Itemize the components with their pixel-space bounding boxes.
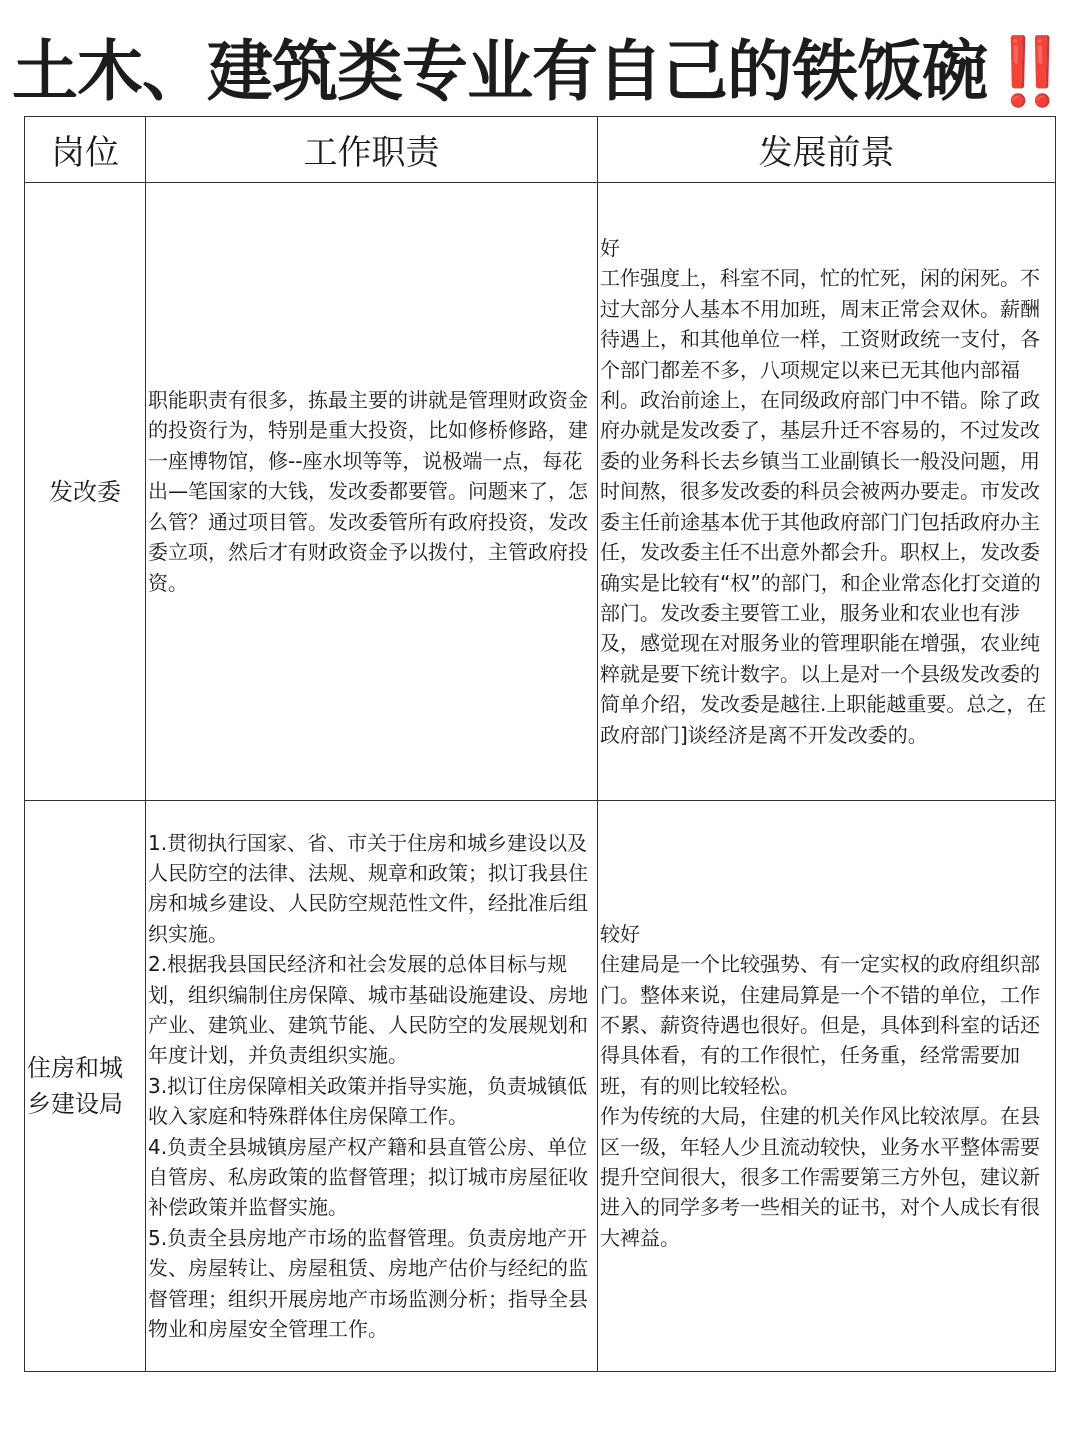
prospect-rating: 较好 [600,921,640,946]
duties-cell [146,801,598,1372]
prospect-cell [598,801,1056,1372]
duty-item: 4.负责全县城镇房屋产权产籍和县直管公房、单位自管房、私房政策的监督管理；拟订城市房屋征收补偿政策并监督实施。 [148,1134,588,1220]
duties-text: 职能职责有很多，拣最主要的讲就是管理财政资金的投资行为，特别是重大投资，比如修桥修路，建一座博物馆，修--座水坝等等，说极端一点，每花出—笔国家的大钱，发改委都要管。问题来了，怎么管？通过项目管。发改委管所有政府投资，发改委立项，然后才有财政资金予以拨付，主管政府投资。 [146,183,598,801]
header-duties: 工作职责 [146,117,598,183]
prospect-cell [598,183,1056,801]
double-exclamation-icon: ‼️ [989,33,1071,110]
table-header-row [25,117,1056,183]
prospect-rating: 好 [600,236,620,261]
prospect-text: 工作强度上，科室不同，忙的忙死，闲的闲死。不过大部分人基本不用加班，周末正常会双休。薪酬待遇上，和其他单位一样，工资财政统一支付，各个部门都差不多，八项规定以来已无其他内部福利。政治前途上，在同级政府部门中不错。除了政府办就是发改委了，基层升迁不容易的，不过发改委的业务科长去乡镇当工业副镇长一般没问题，用时间熬，很多发改委的科员会被两办要走。市发改委主任前途基本优于其他政府部门门包括政府办主任，发改委主任不出意外都会升。职权上，发改委确实是比较有“权”的部门，和企业常态化打交道的部门。发改委主要管工业，服务业和农业也有涉及，感觉现在对服务业的管理职能在增强，农业纯粹就是要下统计数字。以上是对一个县级发改委的简单介绍，发改委是越往.上职能越重要。总之，在政府部门]谈经济是离不开发改委的。 [600,266,1047,747]
post-name: 发改委 [25,183,146,801]
duty-item: 3.拟订住房保障相关政策并指导实施，负责城镇低收入家庭和特殊群体住房保障工作。 [148,1073,588,1129]
duty-item: 1.贯彻执行国家、省、市关于住房和城乡建设以及人民防空的法律、法规、规章和政策；拟订我县住房和城乡建设、人民防空规范性文件，经批准后组织实施。 [148,830,588,946]
page-title-text: 土木、建筑类专业有自己的铁饭碗 [12,33,987,110]
header-post: 岗位 [25,117,146,183]
table-row [25,183,1056,801]
prospect-paragraph: 住建局是一个比较强势、有一定实权的政府组织部门。整体来说，住建局算是一个不错的单位，工作不累、薪资待遇也很好。但是，具体到科室的话还得具体看，有的工作很忙，任务重，经常需要加班，有的则比较轻松。 [600,952,1040,1098]
header-prospect: 发展前景 [598,117,1056,183]
job-comparison-table [24,116,1056,1372]
prospect-paragraph: 作为传统的大局，住建的机关作风比较浓厚。在县区一级，年轻人少且流动较快，业务水平整体需要提升空间很大，很多工作需要第三方外包，建议新进入的同学多考一些相关的证书，对个人成长有很大裨益。 [600,1104,1040,1250]
duty-item: 5.负责全县房地产市场的监督管理。负责房地产开发、房屋转让、房屋租赁、房地产估价与经纪的监督管理；组织开展房地产市场监测分析；指导全县物业和房屋安全管理工作。 [148,1225,588,1342]
page-title [12,22,1072,122]
post-name: 住房和城乡建设局 [25,801,146,1372]
table-row [25,801,1056,1372]
duty-item: 2.根据我县国民经济和社会发展的总体目标与规划，组织编制住房保障、城市基础设施建设、房地产业、建筑业、建筑节能、人民防空的发展规划和年度计划，并负责组织实施。 [148,952,588,1068]
